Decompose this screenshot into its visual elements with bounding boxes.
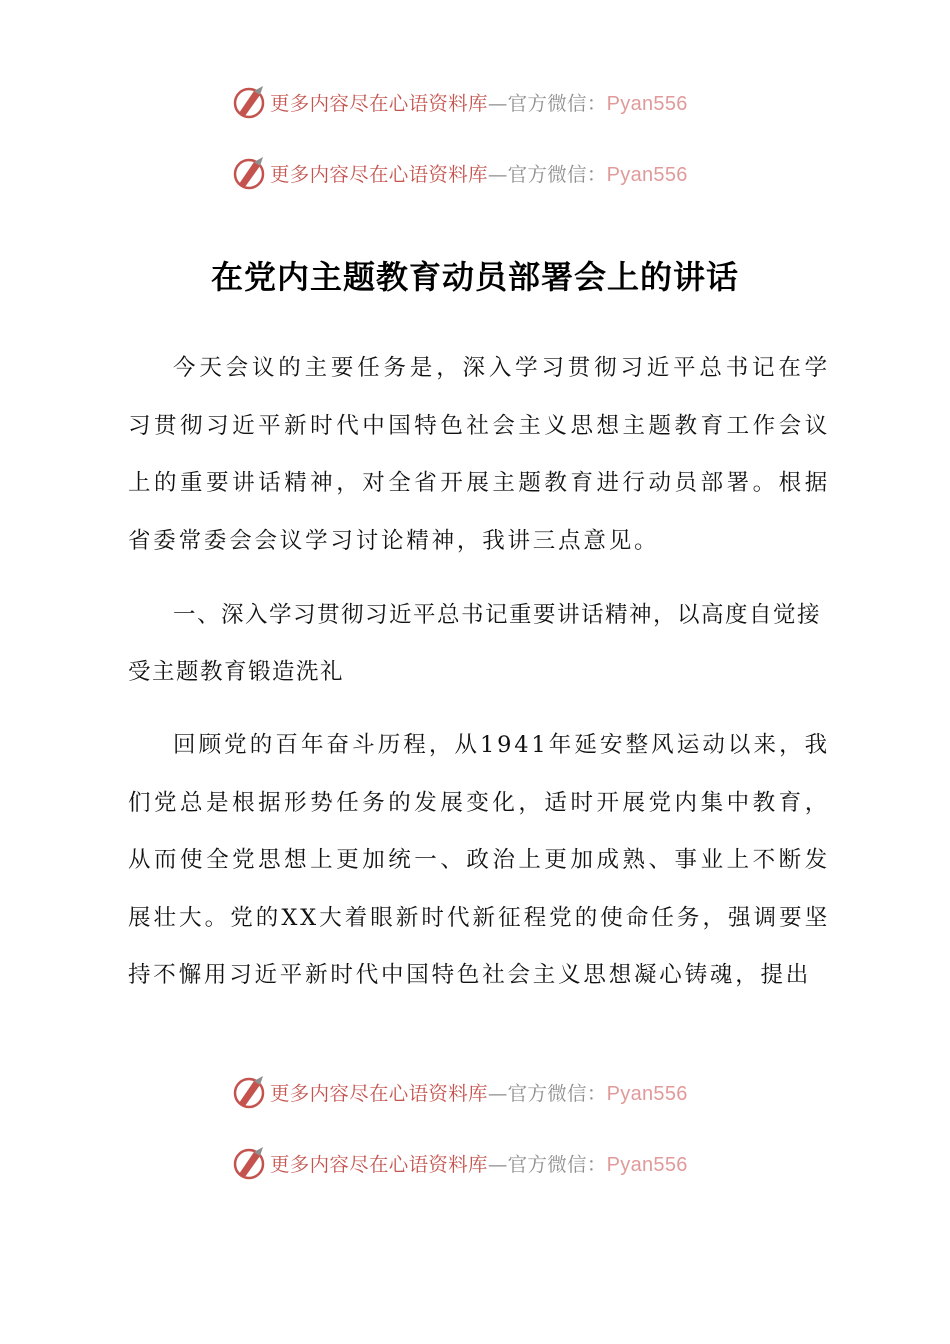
watermark-banner bbox=[230, 82, 750, 122]
watermark-text: 更多内容尽在心语资料库 bbox=[270, 1153, 488, 1176]
section-heading-1: 一、深入学习贯彻习近平总书记重要讲话精神，以高度自觉接受主题教育锻造洗礼 bbox=[128, 602, 822, 685]
watermark-wechat-id: Pyan556 bbox=[606, 1083, 688, 1105]
watermark-separator: —官方微信： bbox=[487, 1153, 607, 1176]
paragraph-history: 回顾党的百年奋斗历程，从1941年延安整风运动以来，我们党总是根据形势任务的发展变化，适时开展党内集中教育，从而使全党思想上更加统一、政治上更加成熟、事业上不断发展壮大。党的XX大着眼新时代新征程党的使命任务，强调要坚持不懈用习近平新时代中国特色社会主义思想凝心铸魂，提出 bbox=[128, 732, 830, 988]
watermark-separator: —官方微信： bbox=[487, 92, 607, 115]
paragraph-intro: 今天会议的主要任务是，深入学习贯彻习近平总书记在学习贯彻习近平新时代中国特色社会主义思想主题教育工作会议上的重要讲话精神，对全省开展主题教育进行动员部署。根据省委常委会会议学习讨论精神，我讲三点意见。 bbox=[128, 355, 830, 554]
watermark-separator: —官方微信： bbox=[487, 1082, 607, 1105]
watermark-wechat-id: Pyan556 bbox=[606, 164, 688, 186]
watermark-text: 更多内容尽在心语资料库 bbox=[270, 163, 488, 186]
pen-logo-icon bbox=[230, 83, 268, 121]
watermark-wechat-id: Pyan556 bbox=[606, 1154, 688, 1176]
document-title: 在党内主题教育动员部署会上的讲话 bbox=[210, 258, 739, 296]
watermark-banner bbox=[230, 1072, 750, 1112]
watermark-banner bbox=[230, 153, 750, 193]
watermark-text: 更多内容尽在心语资料库 bbox=[270, 92, 488, 115]
watermark-wechat-id: Pyan556 bbox=[606, 93, 688, 115]
pen-logo-icon bbox=[230, 154, 268, 192]
watermark-banner bbox=[230, 1143, 750, 1183]
pen-logo-icon bbox=[230, 1073, 268, 1111]
watermark-separator: —官方微信： bbox=[487, 163, 607, 186]
pen-logo-icon bbox=[230, 1144, 268, 1182]
watermark-text: 更多内容尽在心语资料库 bbox=[270, 1082, 488, 1105]
